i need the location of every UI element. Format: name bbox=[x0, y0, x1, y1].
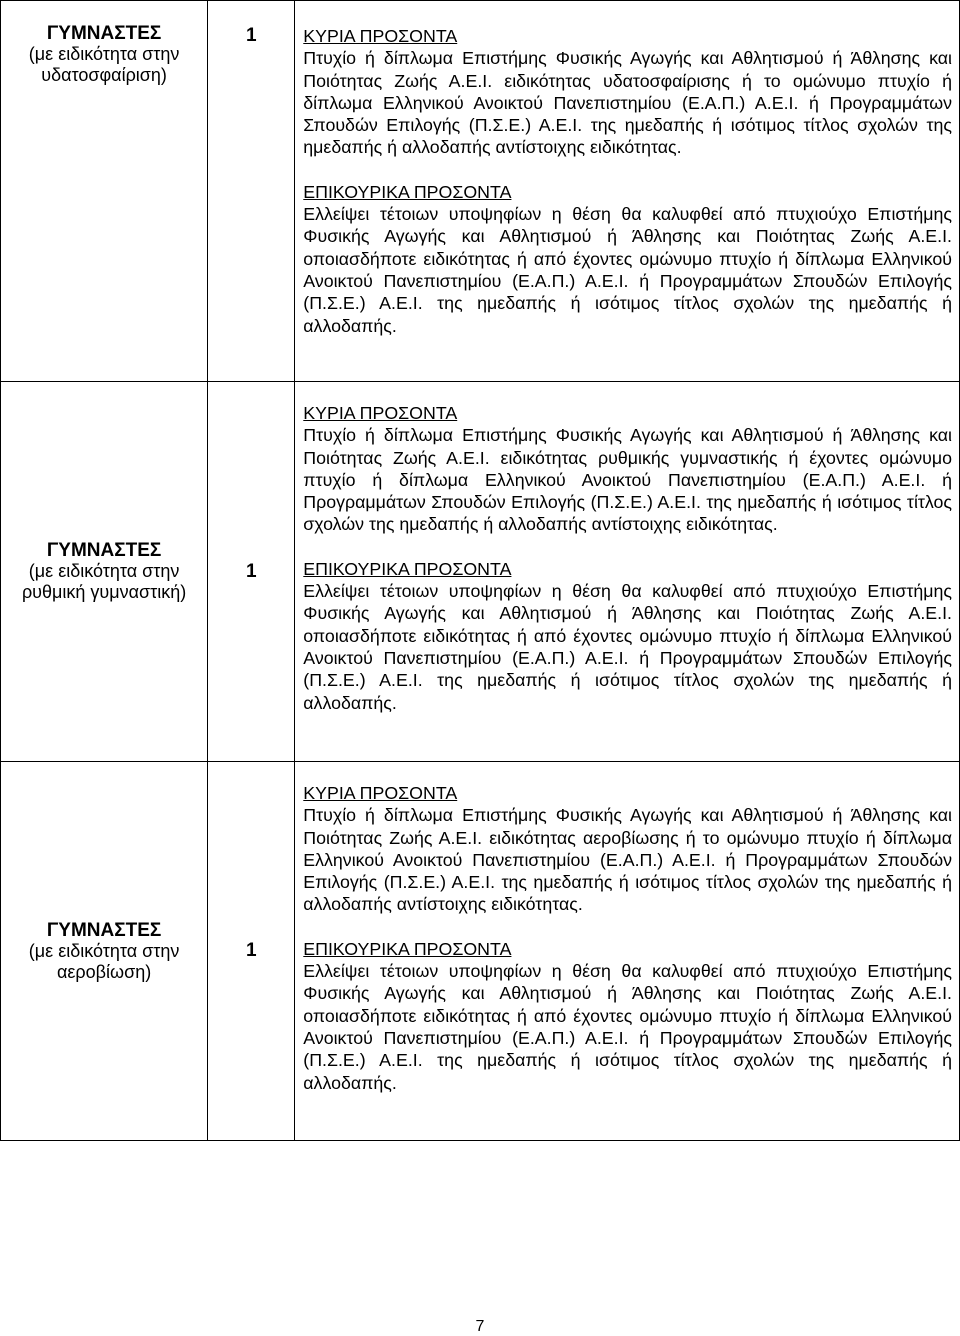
main-qualifications-heading: ΚΥΡΙΑ ΠΡΟΣΟΝΤΑ bbox=[303, 403, 458, 423]
table-row bbox=[1, 762, 960, 1141]
main-qualifications-text: Πτυχίο ή δίπλωμα Επιστήμης Φυσικής Αγωγής και Αθλητισμού ή Άθλησης και Ποιότητας Ζωής Α.Ε.Ι. ειδικότητας υδατοσφαίρισης ή το ομώνυμο πτυχίο ή δίπλωμα Ελληνικού Ανοικτού Πανεπιστημίου (Ε.Α.Π.) Α.Ε.Ι. ή Προγραμμάτων Σπουδών Επιλογής (Π.Σ.Ε.) Α.Ε.Ι. της ημεδαπής ή ισότιμος τίτλος σχολών της ημεδαπής ή αλλοδαπής αντίστοιχης ειδικότητας. bbox=[303, 48, 952, 158]
specialty-detail: (με ειδικότητα στην bbox=[28, 940, 180, 961]
specialty-title: ΓΥΜΝΑΣΤΕΣ bbox=[46, 23, 162, 44]
auxiliary-qualifications-text: Ελλείψει τέτοιων υποψηφίων η θέση θα καλυφθεί από πτυχιούχο Επιστήμης Φυσικής Αγωγής και Αθλητισμού ή Άθλησης και Ποιότητας Ζωής Α.Ε.Ι. οποιασδήποτε ειδικότητας ή από έχοντες ομώνυμο πτυχίο ή δίπλωμα Ελληνικού Ανοικτού Πανεπιστημίου (Ε.Α.Π.) Α.Ε.Ι. ή Προγραμμάτων Σπουδών Επιλογής (Π.Σ.Ε.) Α.Ε.Ι. της ημεδαπής ή ισότιμος τίτλος σχολών της ημεδαπής ή αλλοδαπής. bbox=[303, 581, 952, 713]
positions-count: 1 bbox=[208, 382, 295, 762]
specialty-title: ΓΥΜΝΑΣΤΕΣ bbox=[46, 919, 162, 941]
table-row bbox=[1, 1, 960, 382]
positions-count: 1 bbox=[208, 1, 295, 382]
specialty-detail: αεροβίωση) bbox=[57, 961, 152, 982]
qualifications-cell bbox=[295, 382, 960, 762]
main-qualifications-heading: ΚΥΡΙΑ ΠΡΟΣΟΝΤΑ bbox=[303, 783, 458, 803]
auxiliary-qualifications-text: Ελλείψει τέτοιων υποψηφίων η θέση θα καλυφθεί από πτυχιούχο Επιστήμης Φυσικής Αγωγής και Αθλητισμού ή Άθλησης και Ποιότητας Ζωής Α.Ε.Ι. οποιασδήποτε ειδικότητας ή από έχοντες ομώνυμο πτυχίο ή δίπλωμα Ελληνικού Ανοικτού Πανεπιστημίου (Ε.Α.Π.) Α.Ε.Ι. ή Προγραμμάτων Σπουδών Επιλογής (Π.Σ.Ε.) Α.Ε.Ι. της ημεδαπής ή ισότιμος τίτλος σχολών της ημεδαπής ή αλλοδαπής. bbox=[303, 204, 952, 336]
specialty-cell bbox=[1, 762, 208, 1141]
main-qualifications-heading: ΚΥΡΙΑ ΠΡΟΣΟΝΤΑ bbox=[303, 26, 458, 46]
specialty-detail: (με ειδικότητα στην bbox=[28, 561, 180, 581]
qualifications-cell bbox=[295, 1, 960, 382]
table-row bbox=[1, 382, 960, 762]
main-qualifications-text: Πτυχίο ή δίπλωμα Επιστήμης Φυσικής Αγωγής και Αθλητισμού ή Άθλησης και Ποιότητας Ζωής Α.Ε.Ι. ειδικότητας αεροβίωσης ή το ομώνυμο πτυχίο ή δίπλωμα Ελληνικού Ανοικτού Πανεπιστημίου (Ε.Α.Π.) Α.Ε.Ι. ή Προγραμμάτων Σπουδών Επιλογής (Π.Σ.Ε.) Α.Ε.Ι. της ημεδαπής ή ισότιμος τίτλος σχολών της ημεδαπής ή αλλοδαπής αντίστοιχης ειδικότητας. bbox=[303, 805, 952, 915]
auxiliary-qualifications-heading: ΕΠΙΚΟΥΡΙΚΑ ΠΡΟΣΟΝΤΑ bbox=[303, 181, 512, 202]
auxiliary-qualifications-text: Ελλείψει τέτοιων υποψηφίων η θέση θα καλυφθεί από πτυχιούχο Επιστήμης Φυσικής Αγωγής και Αθλητισμού ή Άθλησης και Ποιότητας Ζωής Α.Ε.Ι. οποιασδήποτε ειδικότητας ή από έχοντες ομώνυμο πτυχίο ή δίπλωμα Ελληνικού Ανοικτού Πανεπιστημίου (Ε.Α.Π.) Α.Ε.Ι. ή Προγραμμάτων Σπουδών Επιλογής (Π.Σ.Ε.) Α.Ε.Ι. της ημεδαπής ή ισότιμος τίτλος σχολών της ημεδαπής ή αλλοδαπής. bbox=[303, 961, 952, 1093]
specialty-detail: υδατοσφαίριση) bbox=[41, 65, 167, 85]
specialty-title: ΓΥΜΝΑΣΤΕΣ bbox=[46, 540, 162, 561]
specialty-detail: ρυθμική γυμναστική) bbox=[21, 582, 187, 602]
positions-count: 1 bbox=[208, 762, 295, 1141]
auxiliary-qualifications-heading: ΕΠΙΚΟΥΡΙΚΑ ΠΡΟΣΟΝΤΑ bbox=[303, 558, 512, 579]
auxiliary-qualifications-heading: ΕΠΙΚΟΥΡΙΚΑ ΠΡΟΣΟΝΤΑ bbox=[303, 938, 512, 959]
specialty-cell bbox=[1, 1, 208, 382]
specialty-cell bbox=[1, 382, 208, 762]
page-number: 7 bbox=[475, 1318, 485, 1335]
specialty-detail: (με ειδικότητα στην bbox=[28, 44, 180, 64]
main-qualifications-text: Πτυχίο ή δίπλωμα Επιστήμης Φυσικής Αγωγής και Αθλητισμού ή Άθλησης και Ποιότητας Ζωής Α.Ε.Ι. ειδικότητας ρυθμικής γυμναστικής ή έχοντες ομώνυμο πτυχίο ή δίπλωμα Ελληνικού Ανοικτού Πανεπιστημίου (Ε.Α.Π.) Α.Ε.Ι. ή Προγραμμάτων Σπουδών Επιλογής (Π.Σ.Ε.) Α.Ε.Ι. της ημεδαπής ή ισότιμος τίτλος σχολών της ημεδαπής ή αλλοδαπής αντίστοιχης ειδικότητας. bbox=[303, 425, 952, 535]
qualifications-cell bbox=[295, 762, 960, 1141]
